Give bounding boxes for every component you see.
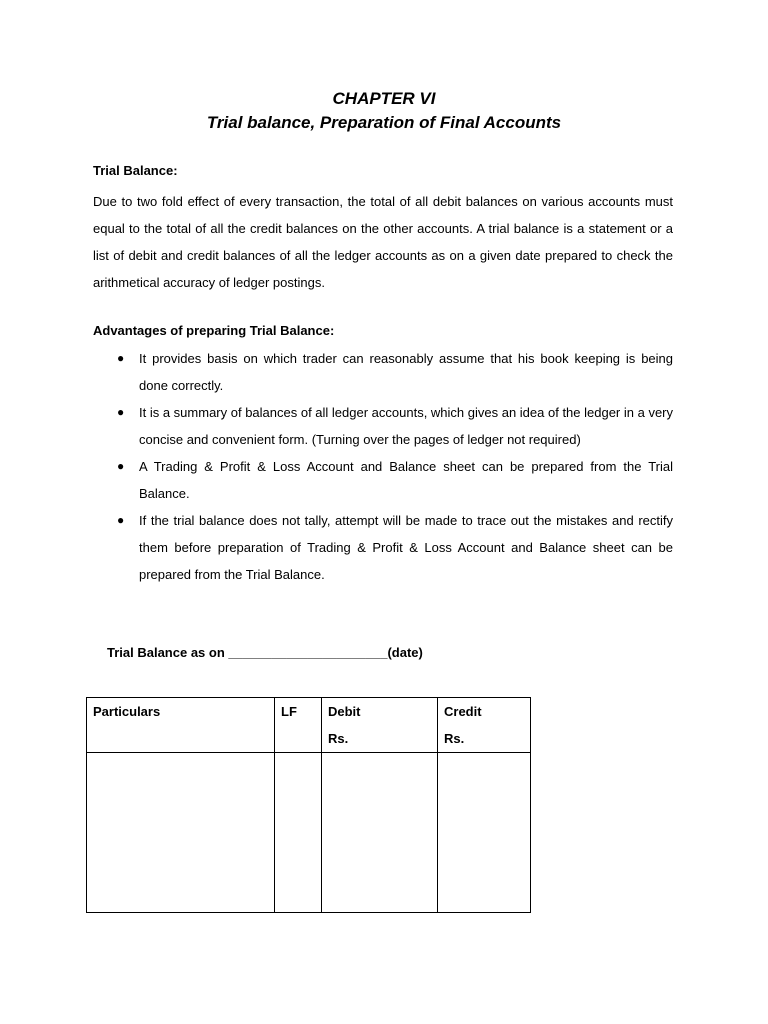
cell-particulars xyxy=(87,753,275,913)
chapter-title: CHAPTER VI xyxy=(332,89,436,108)
trial-balance-table xyxy=(86,697,531,913)
header-credit-label: Credit xyxy=(444,704,482,719)
advantages-heading: Advantages of preparing Trial Balance: xyxy=(93,323,335,338)
header-particulars-label: Particulars xyxy=(93,704,161,719)
bullet-icon: ● xyxy=(117,513,125,527)
list-item xyxy=(93,345,673,399)
bullet-icon: ● xyxy=(117,459,125,473)
cell-lf xyxy=(275,753,322,913)
list-item xyxy=(93,399,673,453)
list-item-text: It is a summary of balances of all ledger accounts, which gives an idea of the ledger in a very concise and convenient form. (Turning over the pages of ledger not required) xyxy=(139,405,674,447)
list-item xyxy=(93,453,673,507)
header-debit-label: Debit xyxy=(328,704,361,719)
header-particulars xyxy=(87,698,275,753)
cell-credit xyxy=(438,753,531,913)
bullet-icon: ● xyxy=(117,405,125,419)
header-credit xyxy=(438,698,531,753)
header-lf-label: LF xyxy=(281,704,297,719)
table-row xyxy=(87,753,531,913)
trial-balance-date-line: Trial Balance as on ______________________(date) xyxy=(107,645,423,660)
list-item xyxy=(93,507,673,588)
list-item-text: If the trial balance does not tally, attempt will be made to trace out the mistakes and rectify them before preparation of Trading & Profit & Loss Account and Balance sheet can be prepared from the Trial Balance. xyxy=(139,513,673,582)
header-debit xyxy=(322,698,438,753)
header-credit-unit: Rs. xyxy=(444,731,465,746)
trial-balance-heading: Trial Balance: xyxy=(93,163,178,178)
list-item-text: A Trading & Profit & Loss Account and Balance sheet can be prepared from the Trial Balance. xyxy=(139,459,673,501)
cell-debit xyxy=(322,753,438,913)
header-lf xyxy=(275,698,322,753)
bullet-icon: ● xyxy=(117,351,125,365)
trial-balance-paragraph: Due to two fold effect of every transaction, the total of all debit balances on various accounts must equal to the total of all the credit balances on the other accounts. A trial balance is a statement or a list of debit and credit balances of all the ledger accounts as on a given date prepared to check the arithmetical accuracy of ledger postings. xyxy=(93,194,673,290)
table-header-row xyxy=(87,698,531,753)
chapter-subtitle: Trial balance, Preparation of Final Accounts xyxy=(206,113,562,132)
list-item-text: It provides basis on which trader can reasonably assume that his book keeping is being done correctly. xyxy=(139,351,673,393)
advantages-list xyxy=(93,345,673,588)
header-debit-unit: Rs. xyxy=(328,731,349,746)
